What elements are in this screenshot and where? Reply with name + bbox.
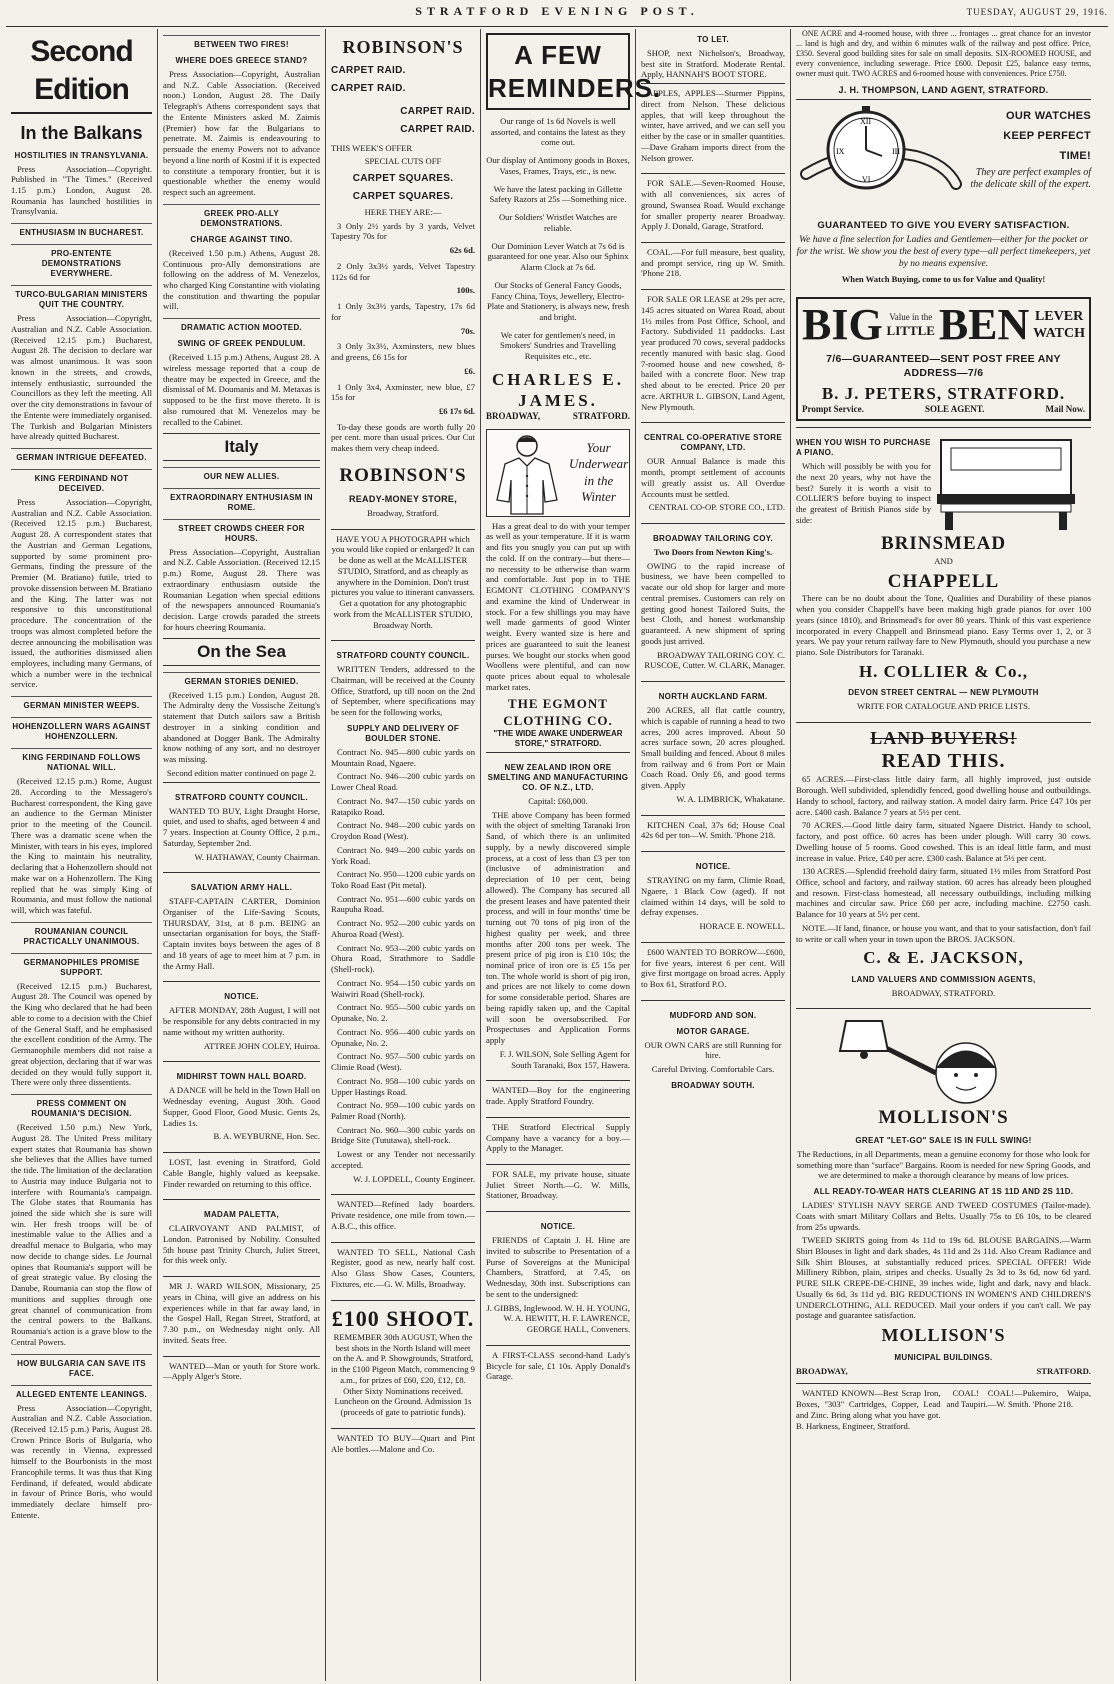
- sea-stories: [163, 672, 320, 765]
- story-heading: GREEK PRO-ALLY DEMONSTRATIONS.: [163, 204, 320, 229]
- bottles-ad: [331, 1428, 475, 1461]
- careful-text: Careful Driving. Comfortable Cars.: [651, 1064, 775, 1075]
- small-ad: [331, 1194, 475, 1238]
- carpet-item: [331, 382, 475, 417]
- iron-text: THE above Company has been formed with the object of smelting Taranaki Iron Sand, of which there is an unlimited supply, by a newly discovered simple process, at a cost of less than £3 per ton (inclusive of administration and depreciation of 10 per cent, being allowed). The Company has secured all the present leases and have patented their process, and will in four months' time be turning out 70 tons of pig iron of the highest quality per week, and three months after 200 tons per week. The present price of pig iron is £10 10s; the nominal price of iron ore is £5 15s per ton. The whole world is short of pig iron, and prices are not likely to come down for some considerable period. Shares are being rapidly taken up, and the Capital will soon be oversubscribed. For Prospectuses and Application Forms apply: [486, 809, 630, 1046]
- story-heading: HOW BULGARIA CAN SAVE ITS FACE.: [11, 1354, 152, 1379]
- farm-heading: NORTH AUCKLAND FARM.: [658, 692, 768, 702]
- ad-heading: SALVATION ARMY HALL.: [190, 883, 293, 893]
- reminder-item: Our Dominion Lever Watch at 7s 6d is guaranteed for one year. Also our Sphinx Alarm Clock at 7s 6d.: [487, 240, 629, 273]
- shoot-title: £100 SHOOT.: [331, 1305, 475, 1331]
- carpet-price: 62s 6d.: [449, 245, 475, 256]
- thompson-sig: J. H. THOMPSON, LAND AGENT, STRATFORD.: [838, 85, 1049, 95]
- italy-heading: Italy: [163, 433, 320, 460]
- mail-label: Mail Now.: [1045, 403, 1085, 414]
- tailor-heading: BROADWAY TAILORING COY.: [652, 533, 774, 543]
- ad-body: A DANCE will be held in the Town Hall on Wednesday evening, August 30th. Good Supper, Good Floor, Good Music. Gents 2s, Ladies 1s.: [163, 1085, 320, 1128]
- buying-line: When Watch Buying, come to us for Value and Quality!: [841, 273, 1046, 284]
- edition-heading: Second Edition: [11, 33, 152, 114]
- forsale-text: FOR SALE.—Seven-Roomed House, with all conveniences, six acres of ground, Swansea Road. Would exchange for smaller property nearer Broadway. Apply J. Donald, Garage, Stratford.: [641, 178, 785, 232]
- land-buyers: LAND BUYERS!: [870, 727, 1017, 748]
- bigben-lever: LEVER: [1034, 308, 1084, 324]
- council-heading: STRATFORD COUNTY COUNCIL.: [336, 651, 470, 661]
- bell-ringer-icon: [796, 1013, 1086, 1103]
- story-subheading: CHARGE AGAINST TINO.: [190, 234, 293, 244]
- issue-date: TUESDAY, AUGUST 29, 1916.: [966, 7, 1108, 17]
- story-heading: GERMAN STORIES DENIED.: [163, 672, 320, 687]
- watch-text: We have a fine selection for Ladies and Gentlemen—either for the pocket or for the wrist. We show you the best of every type—all perfect timekeepers, yet by no means expensive.: [796, 235, 1091, 269]
- carpet-desc: 3 Only 3x3½, Axminsters, new blues and greens, £6 15s for: [331, 341, 475, 363]
- jackson-sub: LAND VALUERS AND COMMISSION AGENTS,: [851, 974, 1036, 984]
- story-body: (Received 12.15 p.m.) Rome, August 28. According to the Messagero's Bucharest correspondent, the King gave an audience to the German Minister prior to the meeting of the Council. There was a dramatic scene when the Minister, with tears in his eyes, implored the King to maintain his neutrality, declaring that a Hohenzollern should not make war on a Hohenzollern. The King replied that he was simply King of Roumania, and must follow the national will, which was fateful.: [11, 776, 152, 916]
- robinsons-closing: To-day these goods are worth fully 20 per cent. more than usual prices. Our Cut makes them very cheap indeed.: [331, 421, 475, 454]
- land-listing: 130 ACRES.—Splendid freehold dairy farm, situated 1½ miles from Stratford Post Office, school and factory, and railway station. 60 acres has already been ploughed and resown. First-class homestead, all necessary outbuildings, including milking machines and circular saw. Price £60 per acre, including machine. £2750 cash. Balance for 10 years at 5½ per cent.: [796, 866, 1091, 920]
- story-heading: HOSTILITIES IN TRANSYLVANIA.: [14, 150, 149, 160]
- carpet-price: £6 17s 6d.: [438, 405, 475, 416]
- farm-text: 200 ACRES, all flat cattle country, which is capable of running a head to two acres, 200 acres improved. About 50 acres surface sown, 20 acres ploughed. Small building and fenced. About 8 miles from railway and 6 from Port or Main Coach Road. Only £6, and good terms given. Apply: [641, 705, 785, 791]
- thompson-listing: ONE ACRE and 4-roomed house, with three ... frontages ... great chance for an investor ... land is high and dry, and within 6 minutes walk of the railway and post office. Price, £350. Several good building sites for sale on small deposits. SIX-ROOMED HOUSE, and every convenience, including sewerage. Price £600. Deposit £25, balance easy terms, owner must quit. TWO ACRES and 6-roomed house with conveniences. Price £750.: [796, 29, 1091, 78]
- story-heading: GERMAN MINISTER WEEPS.: [11, 696, 152, 711]
- serge-text: LADIES' STYLISH NAVY SERGE AND TWEED COSTUMES (Tailor-made). Coats with smart Military Collars and Belts. Usually 75s to £6 10s, to be cleared from 25s upwards.: [796, 1200, 1091, 1232]
- hine-text: FRIENDS of Captain J. H. Hine are invited to subscribe to Presentation of a Purse of Sovereigns at the Municipal Chambers, Stratford, at 7.45, on Wednesday, 30th inst. Subscriptions can be sent to the undersigned:: [486, 1235, 630, 1299]
- classified-ad: [163, 1199, 320, 1273]
- ad-heading: MADAM PALETTA,: [203, 1210, 279, 1220]
- column-2: [158, 29, 326, 1681]
- story-body: (Received 12.15 p.m.) Bucharest, August 28. The Council was opened by the King who declared that he had been able to come to a decision with the Chief of the General Staff, and he emphasised the excellent condition of the Army. The Germanophile members did not raise a great objection, declaring that if war was decided on they would fully support it. There were only three dissentients.: [11, 980, 152, 1088]
- photo-ad: [331, 529, 475, 638]
- story-heading: PRO-ENTENTE DEMONSTRATIONS EVERYWHERE.: [11, 244, 152, 279]
- straying-sig: HORACE E. NOWELL.: [699, 921, 785, 932]
- hine-notice: [486, 1211, 630, 1342]
- contract-item: Contract No. 956—400 cubic yards on Opunake, No. 2.: [331, 1026, 475, 1048]
- lopdell-sig: W. J. LOPDELL, County Engineer.: [353, 1173, 475, 1184]
- contract-item: Contract No. 953—200 cubic yards on Ohura Road, Strathmore to Saddle (Shell-rock).: [331, 942, 475, 975]
- ad-heading: STRATFORD COUNTY COUNCIL.: [175, 792, 308, 802]
- continued-note: Second edition matter continued on page 2.: [166, 767, 317, 778]
- story-heading: STREET CROWDS CHEER FOR HOURS.: [163, 519, 320, 544]
- broadway-south: BROADWAY SOUTH.: [671, 1080, 755, 1090]
- carpet-item: [331, 221, 475, 256]
- ad-body: LOST, last evening in Stratford, Gold Cable Bangle, highly valued as keepsake. Finder rewarded on returning to this office.: [163, 1157, 320, 1189]
- small-ad-text: THE Stratford Electrical Supply Company have a vacancy for a boy.—Apply to the Manager.: [486, 1121, 630, 1154]
- mudford-name: MUDFORD AND SON.: [669, 1010, 757, 1020]
- column-6: [791, 29, 1096, 1681]
- ad-heading: NOTICE.: [224, 992, 259, 1002]
- devon-line: DEVON STREET CENTRAL — NEW PLYMOUTH: [848, 688, 1039, 698]
- small-ad-text: FOR SALE, my private house, situate Juliet Street North.—G. W. Mills, Stationer, Broadway.: [486, 1168, 630, 1201]
- story-body: (Received 1.50 p.m.) Athens, August 28. Continuous pro-Ally demonstrations are following on the address of M. Venezelos, who charged King Constantine with violating the constitution and thwarting the popular will.: [163, 247, 320, 312]
- bottles-text: WANTED TO BUY—Quart and Pint Ale bottles.—Malone and Co.: [331, 1432, 475, 1454]
- svg-text:VI: VI: [862, 175, 871, 185]
- chappell: CHAPPELL: [887, 570, 1000, 592]
- story-heading: PRESS COMMENT ON ROUMANIA'S DECISION.: [11, 1094, 152, 1119]
- reminder-item: We have the latest packing in Gillette Safety Razors at 25s —Something nice.: [489, 183, 627, 205]
- story-heading: BETWEEN TWO FIRES!: [163, 35, 320, 50]
- farm-sig: W. A. LIMBRICK, Whakatane.: [676, 793, 785, 804]
- iron-heading: NEW ZEALAND IRON ORE SMELTING AND MANUFACTURING CO. OF N.Z., LTD.: [487, 762, 629, 792]
- story-body: (Received 1.15 p.m.) Athens, August 28. A wireless message reported that a coup de theatre may be expected in Greece, and the dismissal of M. Doumanis and M. Metaxas is supposed to be the first move thereto. It is also rumoured that M. Venezelos may be recalled to the Cabinet.: [163, 352, 320, 427]
- council-subheading: SUPPLY AND DELIVERY OF BOULDER STONE.: [346, 723, 460, 743]
- ad-body: WANTED TO BUY, Light Draught Horse, quiet, and used to shafts, aged between 4 and 7 years. Inspection at County Office, 2 p.m., Saturday, September 2nd.: [163, 805, 320, 848]
- iron-sig: F. J. WILSON, Sole Selling Agent for South Taranaki, Box 157, Hawera.: [499, 1048, 630, 1070]
- hine-names: J. GIBBS, Inglewood. W. H. H. YOUNG, W. A. HEWITT, H. F. LAWRENCE, GEORGE HALL, Conveners.: [486, 1302, 630, 1335]
- story-body: Press Association—Copyright, Australian and N.Z. Cable Association. (Received 12.15 p.m.) Rome, August 28. There was extraordinary enthusiasm outside the Roumanian Legation when special editions of the newspapers announced Roumania's decision. Large crowds paraded the streets for hours cheering Roumania.: [163, 546, 320, 632]
- straying-notice: [641, 851, 785, 939]
- cejames-addr: [486, 411, 630, 422]
- cejames-name: CHARLES E. JAMES.: [491, 369, 625, 411]
- robinsons-ad: [331, 32, 475, 526]
- underwear-illustration: [486, 429, 630, 517]
- hats-line: ALL READY-TO-WEAR HATS CLEARING AT 1S 11D AND 2S 11D.: [813, 1187, 1074, 1197]
- forsale-ad: [641, 173, 785, 239]
- story-heading: EXTRAORDINARY ENTHUSIASM IN ROME.: [163, 488, 320, 513]
- contract-item: Contract No. 960—300 cubic yards on Bridge Site (Tututawa), shell-rock.: [331, 1124, 475, 1146]
- masthead: [6, 4, 1108, 27]
- tailor-sig: BROADWAY TAILORING COY. C. RUSCOE, Cutter. W. CLARK, Manager.: [644, 649, 785, 671]
- coal-text: COAL.—For full measure, best quality, and prompt service, ring up W. Smith. 'Phone 218.: [641, 247, 785, 279]
- garage-ad: [641, 1000, 785, 1098]
- story-heading: KING FERDINAND NOT DECEIVED.: [11, 469, 152, 494]
- stratford-label: STRATFORD.: [572, 411, 630, 422]
- carpet-desc: 3 Only 2½ yards by 3 yards, Velvet Tapestry 70s for: [331, 220, 475, 242]
- watches-line-3: TIME!: [1059, 149, 1091, 162]
- cars-text: OUR OWN CARS are still Running for hire.: [644, 1039, 782, 1061]
- coop-ad: [641, 422, 785, 520]
- bigben-little: LITTLE: [886, 322, 935, 338]
- bigben-ad: [796, 297, 1091, 421]
- tailor-text: OWING to the rapid increase of business, we have been compelled to vacate our old shop for larger and more central premises. Customers can rely on getting good honest Tailored Suits, the best Cloth, and honest workmanship guaranteed. A new shipment of spring goods just arrived.: [641, 560, 785, 646]
- straying-heading: NOTICE.: [695, 862, 731, 872]
- underwear-caption: Your Underwear in the Winter: [569, 440, 629, 504]
- contract-item: Contract No. 959—100 cubic yards on Palmer Road (North).: [331, 1100, 475, 1121]
- story-body: Press Association—Copyright, Australian and N.Z. Cable Association. (Received 12.15 p.m.) Bucharest, August 28. The decision to declare war was almost unanimous. It was soon known in the streets, and crowds, intensely enthusiastic, surrounded the Councillors as they left the meeting. All over the city demonstrations in favour of the Entente were immediately organised. The Turkish and Bulgarian Ministers have already quitted Bucharest.: [11, 313, 152, 442]
- land-listing: NOTE.—If land, finance, or house you want, and that to your satisfaction, don't fail to write or call when your in town upon the BROS. JACKSON.: [796, 922, 1091, 944]
- carpet-price: £6.: [464, 365, 475, 376]
- svg-text:XII: XII: [860, 117, 872, 127]
- classified-ad: [163, 1152, 320, 1196]
- shoot-ad: [331, 1300, 475, 1425]
- land-listing: 65 ACRES.—First-class little dairy farm, all highly improved, just outside Borough. Well subdivided, splendidly fenced, good dwelling house and outbuildings. Handy to school, factory, and railway station. A model dairy farm. Price £47 10s per acre. £400 cash. Balance 7 years at 5½ per cent.: [796, 774, 1091, 817]
- egmont-tag: "THE WIDE AWAKE UNDERWEAR STORE," STRATFORD.: [493, 728, 623, 748]
- lowest-note: Lowest or any Tender not necessarily accepted.: [331, 1149, 475, 1170]
- bigben-ben: BEN: [938, 300, 1030, 350]
- contract-item: Contract No. 955—500 cubic yards on Opunake, No. 2.: [331, 1002, 475, 1024]
- reminder-item: Our Soldiers' Wristlet Watches are reliable.: [498, 212, 618, 233]
- land-listing: 70 ACRES.—Good little dairy farm, situated Ngaere District. Handy to school, factory, and post office. 60 acres has been under plough. Will carry 30 cows. Dwelling house of 5 rooms. Good cowshed. This is an ideal little farm, and must increase in value. Price, £40 per acre. £300 cash. Balance at 5½ per cent.: [796, 820, 1091, 863]
- column-1: [6, 29, 158, 1681]
- column-5: [636, 29, 791, 1681]
- piano-icon: [931, 432, 1081, 532]
- land-ad: [796, 722, 1091, 1006]
- reminder-item: Our Stocks of General Fancy Goods, Fancy China, Toys, Jewellery, Electro-Plate and Stationery, is always new, fresh and bright.: [486, 279, 630, 323]
- tolet-text: SHOP, next Nicholson's, Broadway, best site in Stratford. Moderate Rental. Apply, HANNAH'S BOOT STORE.: [641, 48, 785, 80]
- columns: [6, 29, 1108, 1681]
- straying-text: STRAYING on my farm, Climie Road, Ngaere, 1 Black Cow (aged). If not claimed within 14 days, will be sold to defray expenses.: [641, 875, 785, 918]
- robinsons-store: ROBINSON'S: [339, 464, 467, 486]
- bottom-ads: [796, 1383, 1091, 1438]
- tweed-text: TWEED SKIRTS going from 4s 11d to 19s 6d. BLOUSE BARGAINS.—Warm Shirt Blouses in light and dark shades, 4s 11d and 2s 11d. Also Cream Radiance and Silk Shirt Blouses, at substantially reduced prices. SPECIAL OFFER! Wide Millinery Ribbon, plain, stripes and checks. Usually 2s 3d to 3s 6d, now 6d yard. PURE SILK CREPE-DE-CHINE, 39 inches wide, light and dark, navy and black. Usually 6s 6d, 3s 11d yd. BIG REDUCTIONS IN WOMEN'S AND CHILDREN'S UNDERCLOTHING, ALL REDUCED. Mail your orders if you can't call. We pay postage and guarantee satisfaction.: [796, 1235, 1091, 1321]
- greece-stories: [163, 35, 320, 427]
- carpet-item: [331, 341, 475, 376]
- apples-ad: [641, 83, 785, 170]
- classified-ad: [163, 1276, 320, 1352]
- carpet-desc: 1 Only 3x4, Axminster, new blue, £7 15s for: [331, 381, 475, 403]
- carpet-list: [331, 221, 475, 417]
- small-ad: [486, 1164, 630, 1208]
- robinsons-store-sub: READY-MONEY STORE,: [348, 493, 458, 504]
- coop-heading: CENTRAL CO-OPERATIVE STORE COMPANY, LTD.: [643, 433, 783, 453]
- reminders-list: [486, 116, 630, 362]
- mol-broadway: BROADWAY,: [796, 1365, 848, 1376]
- man-in-shirt-icon: [487, 430, 567, 516]
- loan-ad: [641, 942, 785, 997]
- kitchen-coal-ad: [641, 815, 785, 848]
- kitchen-text: KITCHEN Coal, 37s 6d; House Coal 42s 6d per ton—W. Smith. 'Phone 218.: [641, 819, 785, 841]
- col4-small-ads: [486, 1080, 630, 1208]
- italy-stories: [163, 467, 320, 633]
- small-ad-text: WANTED—Boy for the engineering trade. Apply Stratford Foundry.: [486, 1085, 630, 1107]
- coop-sig: CENTRAL CO-OP. STORE CO., LTD.: [648, 502, 785, 513]
- contract-item: Contract No. 945—800 cubic yards on Mountain Road, Ngaere.: [331, 746, 475, 768]
- carpet-raid-1: CARPET RAID.: [331, 64, 406, 76]
- bigben-price: 7/6—GUARANTEED—SENT POST FREE ANY ADDRESS—7/6: [826, 353, 1061, 379]
- carpet-raid-3: CARPET RAID.: [400, 105, 475, 117]
- story-heading: HOHENZOLLERN WARS AGAINST HOHENZOLLERN.: [11, 717, 152, 742]
- story-body: Press Association—Copyright, Australian and N.Z. Cable Association. (Received 12.15 p.m.) Bucharest, August 28. A correspondent states that the Austrian and German Legations, supported by some prominent pro-Germans, finding the pressure of the Premier (M. Bratiano) futile, tried to provoke dissension between M. Bratiano and the King. The latter was not responsive to this unconstitutional procedure. The concentration of the troops was almost completed before the decree announcing the mobilisation was issued, the authorities dismissed alien employees, including many Germans, of which a number were in the technical service.: [11, 496, 152, 690]
- svg-text:III: III: [892, 147, 900, 157]
- watches-note: They are perfect examples of the delicate skill of the expert.: [970, 166, 1091, 190]
- ad-body: STAFF-CAPTAIN CARTER, Dominion Organiser of the Life-Saving Scouts, THURSDAY, 31st, at 8 p.m. BEING an unsectarian organisation for boys, the Staff-Captain invites boys between the ages of 8 and 18 years of age to meet him at 7 p.m. in the Army Hall.: [163, 896, 320, 971]
- story-heading: DRAMATIC ACTION MOOTED.: [163, 318, 320, 333]
- shoot-text: REMEMBER 30th AUGUST, When the best shots in the North Island will meet on the A. and P. Showgrounds, Stratford, in the £100 Pigeon Match, commencing 9 a.m., for prizes of £60, £20, £12, £8. Other Sixty Nominations received. Luncheon on the Ground. Admission 1s (proceeds of gate to patriotic funds).: [331, 1332, 475, 1418]
- mollisons-ad: [796, 1008, 1091, 1380]
- squares-1: CARPET SQUARES.: [352, 172, 454, 184]
- coal-ad: [641, 242, 785, 286]
- balkans-heading: In the Balkans: [20, 123, 143, 143]
- mollisons-title-2: MOLLISON'S: [881, 1325, 1006, 1346]
- carpet-item: [331, 301, 475, 336]
- underwear-text: Has a great deal to do with your temper as well as your temperature. If it is warm and fits you snugly you can put up with the cold. If on the contrary—but there—no necessity to be otherwise than warm and comfortable. Just pop in to THE EGMONT CLOTHING COMPANY'S and examine the kind of Underwear in stock. For a few shillings you may have well made garments of good Winter weight. Every wanted size is here and prices are guaranteed to suit the leanest purses. We bought our stocks when good Woollens were plentiful, and can now quote prices about equal to wholesale market rates.: [486, 520, 630, 692]
- broadway-label: BROADWAY,: [486, 411, 541, 422]
- ad-signature: W. HATHAWAY, County Chairman.: [194, 851, 320, 862]
- lease-text: FOR SALE OR LEASE at 29s per acre, 145 acres situated on Warea Road, about 1½ miles from Post Office, School, and Factory. Subdivided 11 paddocks. Last year produced 70 cows, several paddocks recently manured with basic slag. Good 7-roomed house and new cowshed, 8-bailed with a concrete floor. New trap shed about to be erected. Price 20 per acre. ARTHUR L. GIBSON, Land Agent, New Plymouth.: [641, 294, 785, 412]
- bigben-big: BIG: [802, 300, 883, 350]
- read-this: READ THIS.: [881, 750, 1006, 773]
- svg-text:IX: IX: [836, 147, 845, 157]
- classified-ad: [163, 782, 320, 870]
- contract-item: Contract No. 952—200 cubic yards on Ahuroa Road (West).: [331, 918, 475, 939]
- watches-ad: [796, 99, 1091, 291]
- bigben-value: Value in the: [889, 311, 933, 322]
- peters-name: B. J. PETERS, STRATFORD.: [821, 383, 1066, 403]
- apples-text: APPLES, APPLES—Sturmer Pippins, direct from Nelson. These delicious apples, that will keep throughout the winter, have arrived, and we can sell you either by the case or in smaller quantities.—Dave Graham imports direct from the Nelson grower.: [641, 88, 785, 163]
- lease-ad: [641, 289, 785, 419]
- column-3: [326, 29, 481, 1681]
- contract-item: Contract No. 948—200 cubic yards on Croydon Road (West).: [331, 820, 475, 842]
- bicycle-ad: [486, 1345, 630, 1389]
- carpet-raid-4: CARPET RAID.: [400, 124, 475, 135]
- guarantee-line: GUARANTEED TO GIVE YOU EVERY SATISFACTION.: [817, 220, 1070, 232]
- farm-ad: [641, 681, 785, 812]
- watches-line-2: KEEP PERFECT: [1003, 130, 1091, 142]
- story-heading: ALLEGED ENTENTE LEANINGS.: [11, 1385, 152, 1400]
- classified-ad: [163, 1061, 320, 1149]
- piano-text-2: There can be no doubt about the Tone, Qualities and Durability of these pianos when you consider Chappell's have been making high grade pianos for over 100 years (since 1810), and Brinsmead's for over 80 years. Think of this vast experience incorporated in every Chappell and Brinsmead piano. Easy Terms over 1, 2, or 3 years. We pay your return railway fare to New Plymouth, should you purchase a new piano. Sole Distributors for Taranaki.: [796, 593, 1091, 658]
- coal-text-2: COAL! COAL!—Pukemiro, Waipa, and Taupiri.—W. Smith. 'Phone 218.: [946, 1388, 1091, 1410]
- motor-label: MOTOR GARAGE.: [676, 1026, 750, 1036]
- ad-signature: B. A. WEYBURNE, Hon. Sec.: [213, 1131, 320, 1142]
- classified-ads: [163, 782, 320, 1389]
- story-heading: GERMAN INTRIGUE DEFEATED.: [11, 448, 152, 463]
- brinsmead: BRINSMEAD: [880, 533, 1007, 555]
- scrap-text: WANTED KNOWN—Best Scrap Iron, Boxes, "303" Cartridges, Copper, Lead and Zinc. Bring along what you have got. B. Harkness, Engineer, Stratford.: [796, 1388, 941, 1431]
- story-subheading: WHERE DOES GREECE STAND?: [175, 56, 308, 65]
- iron-capital: Capital: £60,000.: [528, 795, 588, 806]
- mollison-text: The Reductions, in all Departments, mean a genuine economy for those who look for something more than "surface" Bargains. Room is needed for new Spring Goods, and we are determined to make a thorough clearance by means of low prices.: [796, 1148, 1091, 1181]
- robinsons-addr: Broadway, Stratford.: [367, 507, 439, 518]
- story-heading: TURCO-BULGARIAN MINISTERS QUIT THE COUNTRY.: [11, 285, 152, 310]
- robinsons-title: ROBINSON'S: [342, 37, 464, 57]
- municipal-line: MUNICIPAL BUILDINGS.: [894, 1352, 993, 1362]
- story-body: (Received 1.50 p.m.) New York, August 28. The United Press military expert states that Roumania has shown she believes that the Allies have turned the tide. The limitation of the declaration to Austria may induce Bulgaria not to interfere with Roumania's campaign. The Globe states that Roumania has joined the side which she is sure will win. Her fresh troops will be of inestimable value to the Allies and a dreadful menace to Bulgaria, who may now decide to change sides. Le Journal opines that Roumania's support will be of great strategic value. By closing the Danube, Roumania can stop the flow of munitions and supplies through one great channel of communication from the central powers to the Balkans. Roumania's action is a grave blow to the Central Powers.: [11, 1122, 152, 1347]
- piano-text: Which will possibly be with you for the next 20 years, why not have the best? Surely it is worth a visit to COLLIER'S before buying to inspect the greatest of British Pianos side by side:: [796, 461, 931, 525]
- reminders-heading: A FEW REMINDERS.: [486, 33, 630, 110]
- wristwatch-icon: [796, 104, 961, 214]
- tolet-heading: TO LET.: [697, 35, 729, 44]
- here-label: HERE THEY ARE:—: [364, 206, 442, 217]
- jackson-addr: BROADWAY, STRATFORD.: [891, 987, 996, 998]
- small-ads: [331, 1194, 475, 1296]
- paper-title: STRATFORD EVENING POST.: [415, 4, 699, 18]
- classified-ad: [163, 1356, 320, 1389]
- small-ad-text: WANTED—Refined lady boarders. Private residence, one mile from town.—A.B.C., this office.: [331, 1199, 475, 1231]
- contract-item: Contract No. 947—150 cubic yards on Ratapiko Road.: [331, 795, 475, 817]
- column-4: [481, 29, 662, 1681]
- story-heading: OUR NEW ALLIES.: [163, 467, 320, 482]
- carpet-desc: 1 Only 3x3½ yards, Tapestry, 17s 6d for: [331, 301, 475, 322]
- squares-2: CARPET SQUARES.: [352, 191, 454, 203]
- mol-stratford: STRATFORD.: [1036, 1365, 1091, 1376]
- prompt-label: Prompt Service.: [802, 403, 864, 414]
- write-line: WRITE FOR CATALOGUE AND PRICE LISTS.: [856, 701, 1031, 712]
- contract-item: Contract No. 954—150 cubic yards on Waiwiri Road (Shell-rock).: [331, 977, 475, 999]
- jackson-name: C. & E. JACKSON,: [863, 948, 1024, 968]
- ad-body: MR J. WARD WILSON, Missionary, 25 years in China, will give an address on his experiences while in that far away land, in the Gospel Hall, Regan Street, Stratford, at 7.30 p.m., on Wednesday night only. All invited. Seats free.: [163, 1281, 320, 1345]
- reminder-item: Our display of Antimony goods in Boxes, Vases, Frames, Trays, etc., is new.: [486, 155, 630, 176]
- small-ad: [486, 1117, 630, 1161]
- story-heading: KING FERDINAND FOLLOWS NATIONAL WILL.: [11, 748, 152, 773]
- story-heading: ROUMANIAN COUNCIL PRACTICALLY UNANIMOUS.: [11, 922, 152, 947]
- contract-item: Contract No. 949—200 cubic yards on York Road.: [331, 844, 475, 866]
- ad-heading: MIDHIRST TOWN HALL BOARD.: [176, 1072, 307, 1082]
- story-body: Press Association—Copyright. Published in "The Times." (Received 1.15 p.m.) London, August 28. Roumania has launched hostilities in Transylvania.: [11, 163, 152, 217]
- balkans-stories: [11, 151, 152, 1521]
- piano-heading: WHEN YOU WISH TO PURCHASE A PIANO.: [796, 438, 931, 458]
- contract-item: Contract No. 951—600 cubic yards on Raupuha Road.: [331, 893, 475, 915]
- coop-text: OUR Annual Balance is made this month, prompt settlement of accounts will greatly assist us. All Overdue Accounts must be settled.: [641, 456, 785, 499]
- council-tenders: [331, 640, 475, 1191]
- ad-body: WANTED—Man or youth for Store work.—Apply Alger's Store.: [163, 1360, 320, 1382]
- carpet-price: 70s.: [460, 325, 475, 336]
- carpet-desc: 2 Only 3x3½ yards, Velvet Tapestry 112s 6d for: [331, 260, 475, 282]
- sole-label: SOLE AGENT.: [924, 403, 985, 414]
- bicycle-text: A FIRST-CLASS second-hand Lady's Bicycle for sale, £1 10s. Apply Donald's Garage.: [486, 1349, 630, 1382]
- story-body: Press Association—Copyright, Australian and N.Z. Cable Association. (Received noon.) London, August 28. The Daily Telegraph's Athens correspondent says that the Entente Ministers asked M. Zaimis (Premier) how far the Bulgarians to penetrate. M. Zaimis is endeavouring to persuade the enemy Powers not to advance beyond a line north of Kostni if it is expected to constitute a temporary frontier, but it is questionable whether the enemy would respect such an agreement.: [163, 69, 320, 198]
- bigben-watch: WATCH: [1033, 326, 1085, 342]
- story-body: (Received 1.15 p.m.) London, August 28. The Admiralty deny the Vossische Zeitung's statement that Dutch sailors saw a British destroyer in a sinking condition and abandoned at Dogger Bank. The Admiralty know nothing of any sort, and no destroyer was missing.: [163, 689, 320, 765]
- letgo-line: GREAT "LET-GO" SALE IS IN FULL SWING!: [855, 1135, 1032, 1145]
- ad-body: CLAIRVOYANT AND PALMIST, of London. Patronised by Nobility. Consulted 5th house past Trinity Church, Juliet Street, for this week only.: [163, 1223, 320, 1266]
- story-body: Press Association—Copyright, Australian and N.Z. Cable Association. (Received 12.15 p.m.) Paris, August 28. Crown Prince Boris of Bulgaria, who was recently in Vienna, expressed himself to the Bourbonists in the most Francophile terms. It was thus that King Ferdinand, if defeated, would abdicate in favour of Prince Boris, who would immediately declare himself pro-Entente.: [11, 1402, 152, 1520]
- story-subheading: SWING OF GREEK PENDULUM.: [177, 339, 306, 349]
- tailor-ad: [641, 523, 785, 678]
- carpet-item: [331, 261, 475, 296]
- photo-text: HAVE YOU A PHOTOGRAPH which you would like copied or enlarged? It can be done as well at the McALLISTER STUDIO, Stratford, and as cheaply as anywhere in the Dominion. Don't trust pictures you value to itinerant canvassers. Get a quotation for any photographic work from the McALLISTER STUDIO, Broadway North.: [331, 533, 475, 630]
- story-heading: ENTHUSIASM IN BUCHAREST.: [11, 223, 152, 238]
- story-heading: GERMANOPHILES PROMISE SUPPORT.: [11, 953, 152, 978]
- loan-text: £600 WANTED TO BORROW—£600, for five years, interest 6 per cent. Will give first mortgage on broad acres. Apply to Box 61, Stratford P.O.: [641, 946, 785, 989]
- special-label: SPECIAL CUTS OFF: [364, 156, 442, 167]
- mollisons-title: MOLLISON'S: [878, 1107, 1009, 1129]
- collier-name: H. COLLIER & Co.,: [858, 661, 1029, 681]
- iron-ore-ad: [486, 752, 630, 1077]
- ad-body: AFTER MONDAY, 28th August, I will not be responsible for any debts contracted in my name without my written authority.: [163, 1005, 320, 1037]
- carpet-price: 100s.: [456, 285, 475, 296]
- reminder-item: We cater for gentlemen's need, in Smokers' Sundries and Travelling Requisites etc., etc.: [500, 329, 616, 362]
- contract-item: Contract No. 957—500 cubic yards on Climie Road (West).: [331, 1051, 475, 1073]
- small-ad-text: WANTED TO SELL, National Cash Register, good as new, nearly half cost. Also Glass Show Cases, Counters, Fixtures, etc.—G. W. Mills, Broadway.: [331, 1246, 475, 1289]
- council-text: WRITTEN Tenders, addressed to the Chairman, will be received at the County Office, Stratford, up till noon on the 2nd of September, where specifications may be seen for the following works,: [331, 664, 475, 718]
- small-ad: [486, 1080, 630, 1113]
- tailor-sub: Two Doors from Newton King's.: [653, 546, 773, 557]
- contract-item: Contract No. 950—1200 cubic yards on Toko Road East (Pit metal).: [331, 869, 475, 891]
- hine-heading: NOTICE.: [540, 1222, 576, 1232]
- contract-list: [331, 747, 475, 1146]
- contract-item: Contract No. 958—100 cubic yards on Upper Hastings Road.: [331, 1075, 475, 1097]
- ad-signature: ATTREE JOHN COLEY, Huiroa.: [203, 1040, 320, 1051]
- small-ad: [331, 1242, 475, 1297]
- piano-ad: [796, 427, 1091, 719]
- classified-ad: [163, 872, 320, 978]
- sea-heading: On the Sea: [163, 638, 320, 665]
- carpet-raid-2: CARPET RAID.: [331, 83, 406, 94]
- egmont-name: THE EGMONT CLOTHING CO.: [503, 696, 613, 728]
- classified-ad: [163, 981, 320, 1058]
- watches-line-1: OUR WATCHES: [1006, 110, 1091, 123]
- contract-item: Contract No. 946—200 cubic yards on Lower Cheal Road.: [331, 771, 475, 793]
- and-label: AND: [934, 555, 953, 566]
- offer-label: THIS WEEK'S OFFER: [331, 142, 413, 153]
- land-listings: [796, 774, 1091, 944]
- reminder-item: Our range of 1s 6d Novels is well assorted, and contains the latest as they come out.: [490, 116, 626, 148]
